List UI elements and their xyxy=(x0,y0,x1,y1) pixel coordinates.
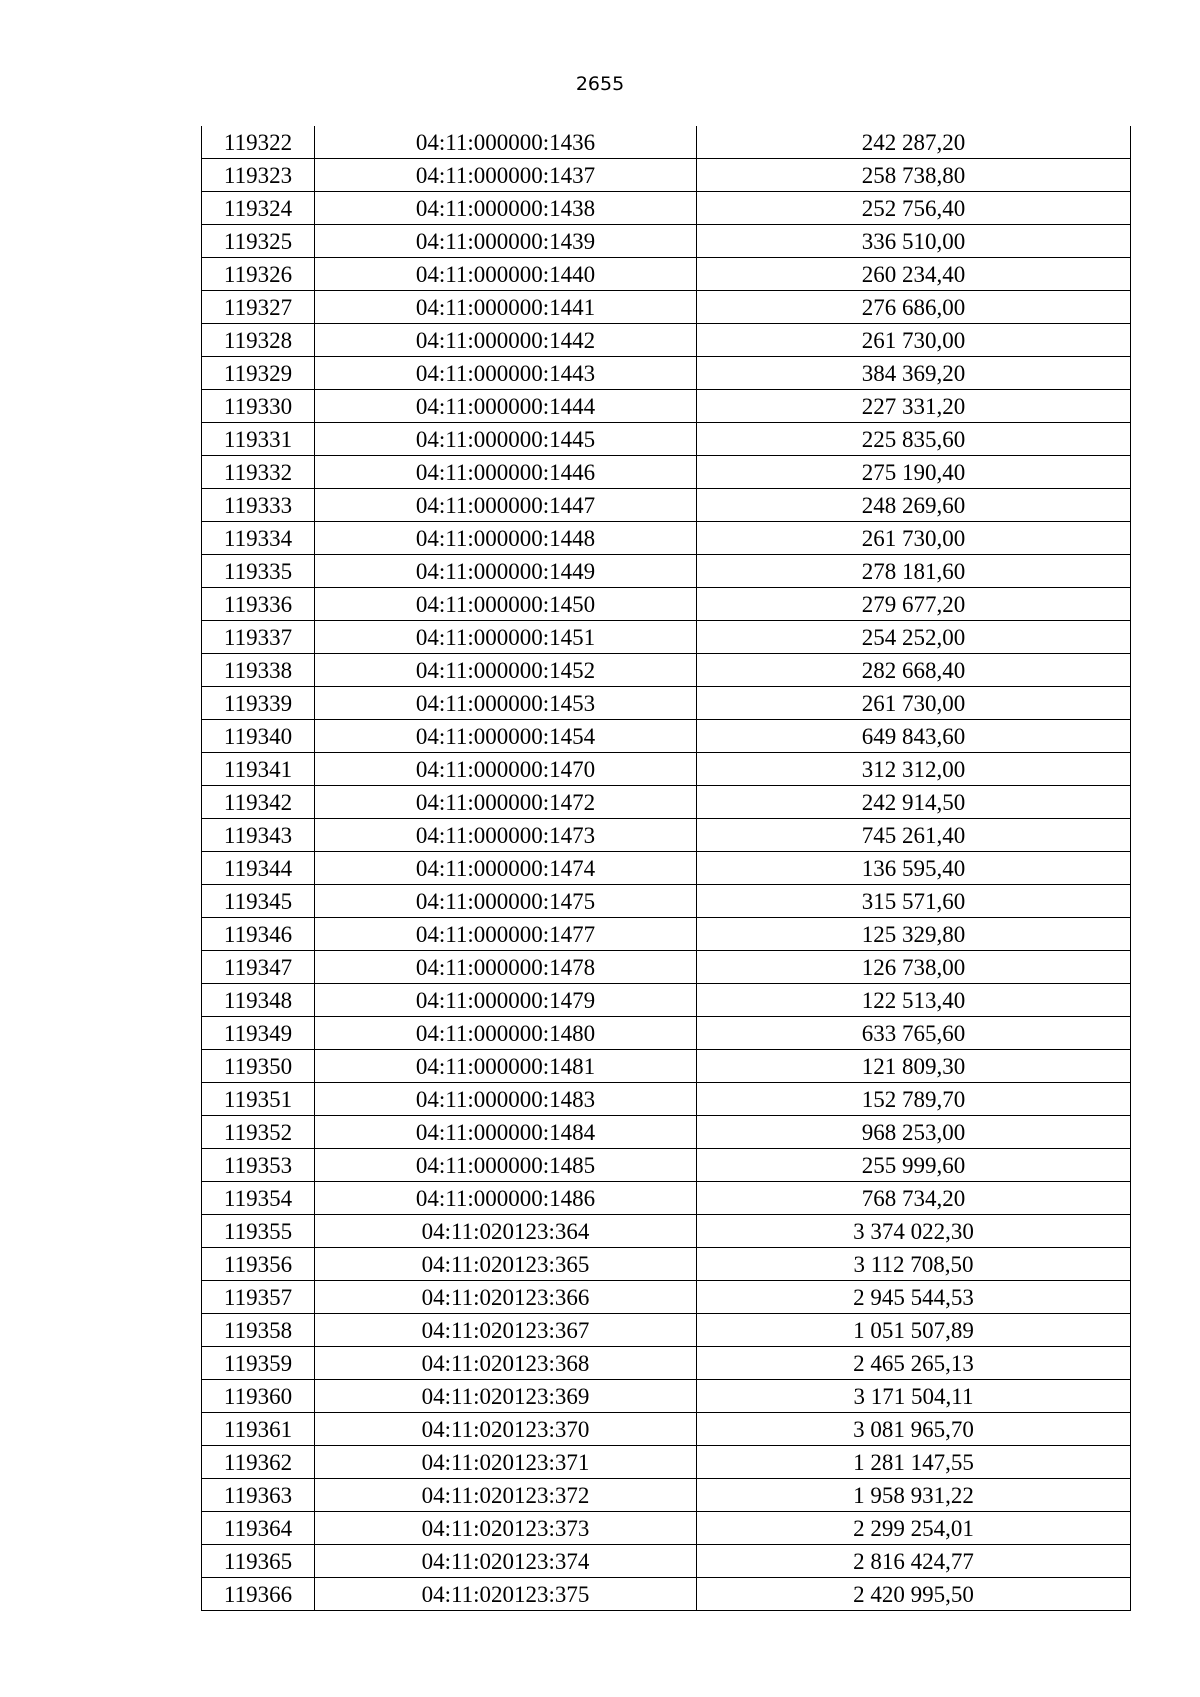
cadastral-value-cell: 2 299 254,01 xyxy=(697,1512,1131,1545)
cadastral-value-cell: 225 835,60 xyxy=(697,423,1131,456)
cadastral-number-cell: 04:11:020123:364 xyxy=(315,1215,697,1248)
row-number-cell: 119362 xyxy=(202,1446,315,1479)
cadastral-number-cell: 04:11:000000:1486 xyxy=(315,1182,697,1215)
cadastral-value-cell: 254 252,00 xyxy=(697,621,1131,654)
cadastral-number-cell: 04:11:000000:1453 xyxy=(315,687,697,720)
table-row xyxy=(202,1149,1131,1182)
cadastral-value-cell: 312 312,00 xyxy=(697,753,1131,786)
row-number-cell: 119344 xyxy=(202,852,315,885)
table-row xyxy=(202,192,1131,225)
cadastral-number-cell: 04:11:000000:1480 xyxy=(315,1017,697,1050)
table-row xyxy=(202,918,1131,951)
row-number-cell: 119347 xyxy=(202,951,315,984)
row-number-cell: 119351 xyxy=(202,1083,315,1116)
page-number: 2655 xyxy=(575,73,625,95)
cadastral-number-cell: 04:11:000000:1439 xyxy=(315,225,697,258)
row-number-cell: 119332 xyxy=(202,456,315,489)
cadastral-number-cell: 04:11:000000:1444 xyxy=(315,390,697,423)
table-row xyxy=(202,1413,1131,1446)
table-row xyxy=(202,654,1131,687)
table-row xyxy=(202,126,1131,159)
table-row xyxy=(202,1050,1131,1083)
cadastral-number-cell: 04:11:000000:1475 xyxy=(315,885,697,918)
row-number-cell: 119353 xyxy=(202,1149,315,1182)
cadastral-number-cell: 04:11:000000:1442 xyxy=(315,324,697,357)
row-number-cell: 119341 xyxy=(202,753,315,786)
cadastral-number-cell: 04:11:000000:1445 xyxy=(315,423,697,456)
row-number-cell: 119325 xyxy=(202,225,315,258)
cadastral-number-cell: 04:11:000000:1437 xyxy=(315,159,697,192)
cadastral-value-cell: 1 051 507,89 xyxy=(697,1314,1131,1347)
cadastral-number-cell: 04:11:020123:365 xyxy=(315,1248,697,1281)
row-number-cell: 119323 xyxy=(202,159,315,192)
table-row xyxy=(202,1248,1131,1281)
cadastral-value-cell: 1 281 147,55 xyxy=(697,1446,1131,1479)
table-row xyxy=(202,1380,1131,1413)
row-number-cell: 119366 xyxy=(202,1578,315,1611)
table-row xyxy=(202,720,1131,753)
cadastral-value-cell: 315 571,60 xyxy=(697,885,1131,918)
cadastral-number-cell: 04:11:000000:1470 xyxy=(315,753,697,786)
cadastral-number-cell: 04:11:020123:374 xyxy=(315,1545,697,1578)
cadastral-value-cell: 261 730,00 xyxy=(697,324,1131,357)
row-number-cell: 119354 xyxy=(202,1182,315,1215)
table-row xyxy=(202,1545,1131,1578)
row-number-cell: 119355 xyxy=(202,1215,315,1248)
cadastral-number-cell: 04:11:020123:373 xyxy=(315,1512,697,1545)
table-row xyxy=(202,423,1131,456)
table-row xyxy=(202,819,1131,852)
cadastral-number-cell: 04:11:000000:1452 xyxy=(315,654,697,687)
cadastral-number-cell: 04:11:020123:369 xyxy=(315,1380,697,1413)
cadastral-number-cell: 04:11:000000:1484 xyxy=(315,1116,697,1149)
row-number-cell: 119328 xyxy=(202,324,315,357)
table-row xyxy=(202,687,1131,720)
row-number-cell: 119335 xyxy=(202,555,315,588)
cadastral-number-cell: 04:11:020123:372 xyxy=(315,1479,697,1512)
cadastral-number-cell: 04:11:000000:1477 xyxy=(315,918,697,951)
cadastral-value-cell: 126 738,00 xyxy=(697,951,1131,984)
table-row xyxy=(202,951,1131,984)
row-number-cell: 119358 xyxy=(202,1314,315,1347)
cadastral-value-cell: 2 945 544,53 xyxy=(697,1281,1131,1314)
table-row xyxy=(202,489,1131,522)
row-number-cell: 119334 xyxy=(202,522,315,555)
cadastral-value-cell: 258 738,80 xyxy=(697,159,1131,192)
cadastral-number-cell: 04:11:000000:1440 xyxy=(315,258,697,291)
cadastral-value-table xyxy=(201,126,1131,1611)
table-row xyxy=(202,1281,1131,1314)
table-row xyxy=(202,1347,1131,1380)
table-row xyxy=(202,456,1131,489)
row-number-cell: 119326 xyxy=(202,258,315,291)
cadastral-value-cell: 227 331,20 xyxy=(697,390,1131,423)
row-number-cell: 119345 xyxy=(202,885,315,918)
cadastral-value-cell: 745 261,40 xyxy=(697,819,1131,852)
table-row xyxy=(202,291,1131,324)
row-number-cell: 119329 xyxy=(202,357,315,390)
cadastral-value-cell: 275 190,40 xyxy=(697,456,1131,489)
cadastral-value-cell: 3 171 504,11 xyxy=(697,1380,1131,1413)
cadastral-value-cell: 3 112 708,50 xyxy=(697,1248,1131,1281)
row-number-cell: 119340 xyxy=(202,720,315,753)
row-number-cell: 119339 xyxy=(202,687,315,720)
cadastral-number-cell: 04:11:000000:1472 xyxy=(315,786,697,819)
cadastral-value-cell: 248 269,60 xyxy=(697,489,1131,522)
table-row xyxy=(202,1083,1131,1116)
cadastral-value-cell: 242 914,50 xyxy=(697,786,1131,819)
cadastral-value-cell: 384 369,20 xyxy=(697,357,1131,390)
cadastral-value-cell: 968 253,00 xyxy=(697,1116,1131,1149)
cadastral-value-cell: 649 843,60 xyxy=(697,720,1131,753)
cadastral-value-cell: 2 420 995,50 xyxy=(697,1578,1131,1611)
cadastral-number-cell: 04:11:000000:1454 xyxy=(315,720,697,753)
cadastral-value-cell: 260 234,40 xyxy=(697,258,1131,291)
cadastral-value-cell: 255 999,60 xyxy=(697,1149,1131,1182)
cadastral-number-cell: 04:11:000000:1443 xyxy=(315,357,697,390)
row-number-cell: 119350 xyxy=(202,1050,315,1083)
table-row xyxy=(202,225,1131,258)
cadastral-value-cell: 768 734,20 xyxy=(697,1182,1131,1215)
row-number-cell: 119322 xyxy=(202,126,315,159)
cadastral-value-cell: 3 081 965,70 xyxy=(697,1413,1131,1446)
table-row xyxy=(202,588,1131,621)
table-row xyxy=(202,390,1131,423)
row-number-cell: 119333 xyxy=(202,489,315,522)
cadastral-number-cell: 04:11:000000:1479 xyxy=(315,984,697,1017)
table-row xyxy=(202,1578,1131,1611)
row-number-cell: 119349 xyxy=(202,1017,315,1050)
row-number-cell: 119365 xyxy=(202,1545,315,1578)
cadastral-number-cell: 04:11:000000:1481 xyxy=(315,1050,697,1083)
cadastral-number-cell: 04:11:020123:367 xyxy=(315,1314,697,1347)
cadastral-number-cell: 04:11:000000:1485 xyxy=(315,1149,697,1182)
cadastral-value-cell: 152 789,70 xyxy=(697,1083,1131,1116)
cadastral-value-cell: 2 816 424,77 xyxy=(697,1545,1131,1578)
row-number-cell: 119359 xyxy=(202,1347,315,1380)
table-row xyxy=(202,159,1131,192)
row-number-cell: 119331 xyxy=(202,423,315,456)
row-number-cell: 119324 xyxy=(202,192,315,225)
cadastral-number-cell: 04:11:020123:375 xyxy=(315,1578,697,1611)
row-number-cell: 119330 xyxy=(202,390,315,423)
cadastral-number-cell: 04:11:000000:1473 xyxy=(315,819,697,852)
row-number-cell: 119352 xyxy=(202,1116,315,1149)
row-number-cell: 119327 xyxy=(202,291,315,324)
cadastral-value-cell: 2 465 265,13 xyxy=(697,1347,1131,1380)
row-number-cell: 119356 xyxy=(202,1248,315,1281)
table-row xyxy=(202,786,1131,819)
cadastral-number-cell: 04:11:020123:370 xyxy=(315,1413,697,1446)
cadastral-value-cell: 136 595,40 xyxy=(697,852,1131,885)
row-number-cell: 119363 xyxy=(202,1479,315,1512)
table-row xyxy=(202,1479,1131,1512)
cadastral-number-cell: 04:11:000000:1447 xyxy=(315,489,697,522)
table-row xyxy=(202,555,1131,588)
table-row xyxy=(202,522,1131,555)
row-number-cell: 119348 xyxy=(202,984,315,1017)
cadastral-value-cell: 633 765,60 xyxy=(697,1017,1131,1050)
cadastral-value-table-container xyxy=(201,126,1131,1611)
cadastral-number-cell: 04:11:000000:1451 xyxy=(315,621,697,654)
row-number-cell: 119338 xyxy=(202,654,315,687)
table-row xyxy=(202,852,1131,885)
cadastral-number-cell: 04:11:000000:1436 xyxy=(315,126,697,159)
cadastral-value-cell: 252 756,40 xyxy=(697,192,1131,225)
table-row xyxy=(202,324,1131,357)
row-number-cell: 119343 xyxy=(202,819,315,852)
cadastral-number-cell: 04:11:000000:1449 xyxy=(315,555,697,588)
cadastral-value-cell: 261 730,00 xyxy=(697,687,1131,720)
cadastral-number-cell: 04:11:000000:1441 xyxy=(315,291,697,324)
row-number-cell: 119336 xyxy=(202,588,315,621)
row-number-cell: 119364 xyxy=(202,1512,315,1545)
table-row xyxy=(202,1215,1131,1248)
table-row xyxy=(202,885,1131,918)
table-row xyxy=(202,1182,1131,1215)
row-number-cell: 119361 xyxy=(202,1413,315,1446)
cadastral-value-cell: 3 374 022,30 xyxy=(697,1215,1131,1248)
cadastral-value-cell: 121 809,30 xyxy=(697,1050,1131,1083)
cadastral-value-cell: 279 677,20 xyxy=(697,588,1131,621)
table-row xyxy=(202,621,1131,654)
cadastral-value-cell: 125 329,80 xyxy=(697,918,1131,951)
cadastral-value-cell: 1 958 931,22 xyxy=(697,1479,1131,1512)
cadastral-number-cell: 04:11:000000:1450 xyxy=(315,588,697,621)
table-row xyxy=(202,1446,1131,1479)
cadastral-value-cell: 336 510,00 xyxy=(697,225,1131,258)
cadastral-value-cell: 282 668,40 xyxy=(697,654,1131,687)
table-row xyxy=(202,258,1131,291)
row-number-cell: 119357 xyxy=(202,1281,315,1314)
row-number-cell: 119337 xyxy=(202,621,315,654)
table-row xyxy=(202,1017,1131,1050)
row-number-cell: 119342 xyxy=(202,786,315,819)
table-row xyxy=(202,1512,1131,1545)
row-number-cell: 119346 xyxy=(202,918,315,951)
cadastral-number-cell: 04:11:020123:368 xyxy=(315,1347,697,1380)
table-row xyxy=(202,984,1131,1017)
cadastral-number-cell: 04:11:000000:1448 xyxy=(315,522,697,555)
cadastral-number-cell: 04:11:000000:1474 xyxy=(315,852,697,885)
table-row xyxy=(202,357,1131,390)
cadastral-value-cell: 278 181,60 xyxy=(697,555,1131,588)
table-body xyxy=(202,126,1131,1611)
cadastral-number-cell: 04:11:000000:1478 xyxy=(315,951,697,984)
cadastral-number-cell: 04:11:000000:1483 xyxy=(315,1083,697,1116)
cadastral-value-cell: 122 513,40 xyxy=(697,984,1131,1017)
table-row xyxy=(202,753,1131,786)
table-row xyxy=(202,1116,1131,1149)
table-row xyxy=(202,1314,1131,1347)
cadastral-value-cell: 261 730,00 xyxy=(697,522,1131,555)
cadastral-number-cell: 04:11:020123:371 xyxy=(315,1446,697,1479)
cadastral-number-cell: 04:11:000000:1438 xyxy=(315,192,697,225)
cadastral-value-cell: 276 686,00 xyxy=(697,291,1131,324)
cadastral-value-cell: 242 287,20 xyxy=(697,126,1131,159)
row-number-cell: 119360 xyxy=(202,1380,315,1413)
cadastral-number-cell: 04:11:020123:366 xyxy=(315,1281,697,1314)
cadastral-number-cell: 04:11:000000:1446 xyxy=(315,456,697,489)
